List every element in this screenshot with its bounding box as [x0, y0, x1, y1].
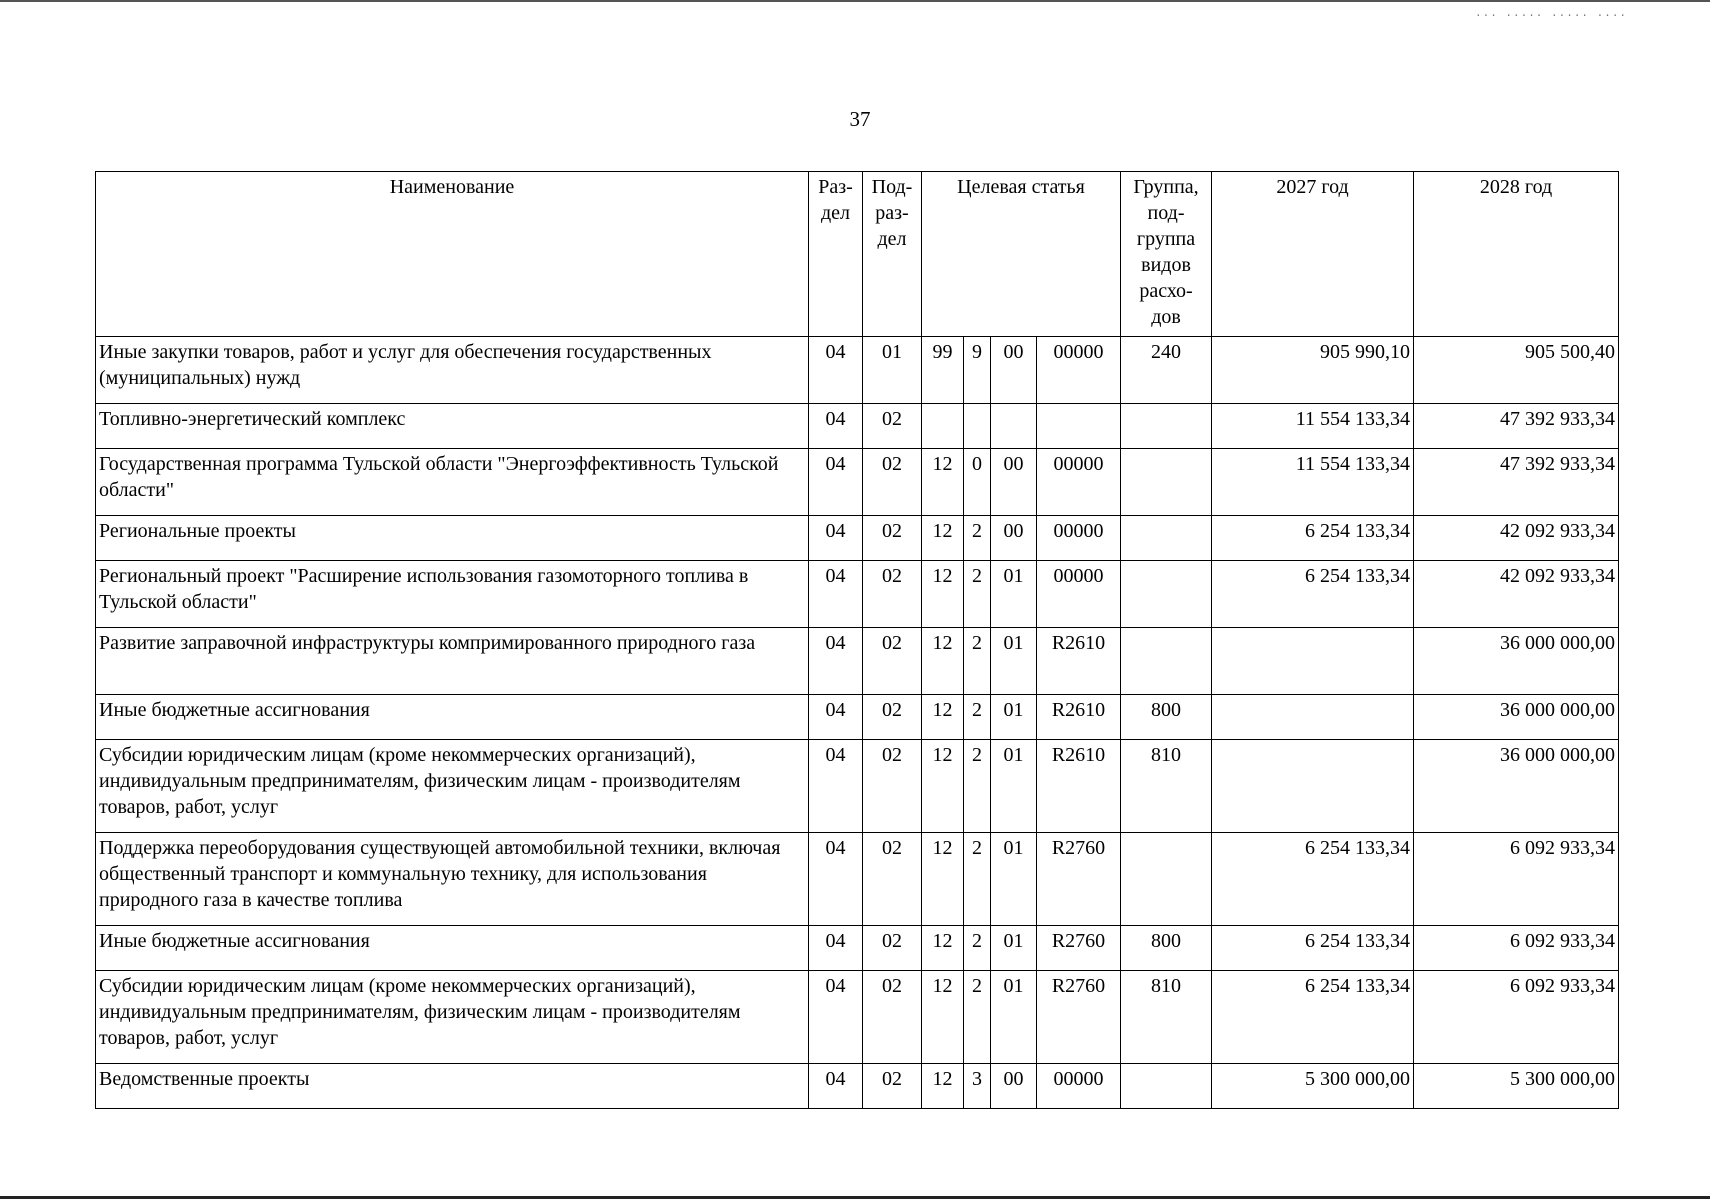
target-subprogram-cell: 2 — [964, 516, 991, 561]
section-cell: 04 — [809, 926, 863, 971]
section-cell: 04 — [809, 404, 863, 449]
table-row — [96, 971, 1619, 1064]
expense-group-cell — [1121, 561, 1212, 628]
section-cell: 04 — [809, 628, 863, 695]
amount-2028-cell: 47 392 933,34 — [1414, 404, 1619, 449]
amount-2028-cell: 36 000 000,00 — [1414, 740, 1619, 833]
target-program-cell: 12 — [922, 926, 964, 971]
target-subprogram-cell — [964, 404, 991, 449]
target-direction-cell: 00000 — [1037, 1064, 1121, 1109]
amount-2027-cell: 11 554 133,34 — [1212, 404, 1414, 449]
target-program-cell — [922, 404, 964, 449]
target-main-event-cell: 01 — [991, 833, 1037, 926]
section-cell: 04 — [809, 449, 863, 516]
subsection-cell: 02 — [863, 561, 922, 628]
table-row — [96, 833, 1619, 926]
row-name-cell: Топливно-энергетический комплекс — [96, 404, 809, 449]
target-subprogram-cell: 2 — [964, 926, 991, 971]
amount-2028-cell: 6 092 933,34 — [1414, 926, 1619, 971]
row-name-cell: Иные бюджетные ассигнования — [96, 926, 809, 971]
subsection-cell: 02 — [863, 1064, 922, 1109]
amount-2027-cell — [1212, 628, 1414, 695]
expense-group-cell — [1121, 404, 1212, 449]
target-direction-cell: 00000 — [1037, 561, 1121, 628]
target-subprogram-cell: 2 — [964, 971, 991, 1064]
target-program-cell: 12 — [922, 516, 964, 561]
expense-group-cell: 800 — [1121, 695, 1212, 740]
target-direction-cell: 00000 — [1037, 337, 1121, 404]
amount-2027-cell: 11 554 133,34 — [1212, 449, 1414, 516]
expense-group-cell: 810 — [1121, 971, 1212, 1064]
row-name-cell: Субсидии юридическим лицам (кроме некоммерческих организаций), индивидуальным предпринимателям, физическим лицам - производителям товаров, работ, услуг — [96, 740, 809, 833]
subsection-cell: 01 — [863, 337, 922, 404]
section-cell: 04 — [809, 561, 863, 628]
expense-group-cell — [1121, 628, 1212, 695]
page-number: 37 — [849, 107, 871, 131]
target-subprogram-cell: 2 — [964, 833, 991, 926]
target-main-event-cell: 00 — [991, 516, 1037, 561]
target-main-event-cell: 00 — [991, 1064, 1037, 1109]
section-cell: 04 — [809, 1064, 863, 1109]
header-section — [809, 172, 863, 337]
header-year-2027: 2027 год — [1212, 172, 1414, 337]
amount-2027-cell: 6 254 133,34 — [1212, 971, 1414, 1064]
header-year-2028: 2028 год — [1414, 172, 1619, 337]
expense-group-cell: 810 — [1121, 740, 1212, 833]
target-program-cell: 12 — [922, 449, 964, 516]
table-row — [96, 926, 1619, 971]
target-program-cell: 12 — [922, 833, 964, 926]
section-cell: 04 — [809, 516, 863, 561]
amount-2027-cell: 5 300 000,00 — [1212, 1064, 1414, 1109]
amount-2028-cell: 42 092 933,34 — [1414, 561, 1619, 628]
amount-2028-cell: 42 092 933,34 — [1414, 516, 1619, 561]
subsection-cell: 02 — [863, 628, 922, 695]
target-direction-cell: 00000 — [1037, 516, 1121, 561]
amount-2028-cell: 36 000 000,00 — [1414, 628, 1619, 695]
corner-marks: ... ..... ..... .... — [1475, 8, 1628, 20]
target-main-event-cell: 00 — [991, 337, 1037, 404]
target-direction-cell: R2610 — [1037, 628, 1121, 695]
row-name-cell: Государственная программа Тульской области "Энергоэффективность Тульской области" — [96, 449, 809, 516]
header-name: Наименование — [96, 172, 809, 337]
row-name-cell: Субсидии юридическим лицам (кроме некоммерческих организаций), индивидуальным предпринимателям, физическим лицам - производителям товаров, работ, услуг — [96, 971, 809, 1064]
budget-table — [95, 171, 1619, 1109]
target-subprogram-cell: 2 — [964, 628, 991, 695]
row-name-cell: Иные закупки товаров, работ и услуг для обеспечения государственных (муниципальных) нужд — [96, 337, 809, 404]
target-program-cell: 12 — [922, 628, 964, 695]
target-direction-cell: R2760 — [1037, 926, 1121, 971]
table-row — [96, 740, 1619, 833]
target-direction-cell: R2760 — [1037, 971, 1121, 1064]
amount-2028-cell: 47 392 933,34 — [1414, 449, 1619, 516]
expense-group-cell — [1121, 1064, 1212, 1109]
row-name-cell: Поддержка переоборудования существующей автомобильной техники, включая общественный транспорт и коммунальную технику, для использования природного газа в качестве топлива — [96, 833, 809, 926]
scan-edge-top — [0, 0, 1710, 2]
amount-2027-cell: 6 254 133,34 — [1212, 833, 1414, 926]
target-program-cell: 12 — [922, 740, 964, 833]
row-name-cell: Ведомственные проекты — [96, 1064, 809, 1109]
amount-2027-cell — [1212, 740, 1414, 833]
header-section-text: Раз- дел — [818, 176, 853, 224]
amount-2028-cell: 905 500,40 — [1414, 337, 1619, 404]
target-main-event-cell: 01 — [991, 628, 1037, 695]
table-row — [96, 449, 1619, 516]
target-subprogram-cell: 2 — [964, 695, 991, 740]
target-direction-cell: R2610 — [1037, 740, 1121, 833]
subsection-cell: 02 — [863, 971, 922, 1064]
row-name-cell: Иные бюджетные ассигнования — [96, 695, 809, 740]
header-expense-group — [1121, 172, 1212, 337]
row-name-cell: Развитие заправочной инфраструктуры компримированного природного газа — [96, 628, 809, 695]
amount-2027-cell: 6 254 133,34 — [1212, 516, 1414, 561]
table-row — [96, 1064, 1619, 1109]
amount-2028-cell: 5 300 000,00 — [1414, 1064, 1619, 1109]
subsection-cell: 02 — [863, 404, 922, 449]
target-main-event-cell: 00 — [991, 449, 1037, 516]
target-direction-cell: 00000 — [1037, 449, 1121, 516]
section-cell: 04 — [809, 740, 863, 833]
table-row — [96, 337, 1619, 404]
expense-group-cell: 800 — [1121, 926, 1212, 971]
target-direction-cell — [1037, 404, 1121, 449]
target-subprogram-cell: 0 — [964, 449, 991, 516]
target-program-cell: 12 — [922, 971, 964, 1064]
amount-2027-cell: 6 254 133,34 — [1212, 926, 1414, 971]
expense-group-cell: 240 — [1121, 337, 1212, 404]
section-cell: 04 — [809, 971, 863, 1064]
table-row — [96, 516, 1619, 561]
amount-2028-cell: 6 092 933,34 — [1414, 833, 1619, 926]
target-main-event-cell: 01 — [991, 740, 1037, 833]
target-program-cell: 12 — [922, 561, 964, 628]
amount-2027-cell: 6 254 133,34 — [1212, 561, 1414, 628]
subsection-cell: 02 — [863, 449, 922, 516]
target-subprogram-cell: 3 — [964, 1064, 991, 1109]
table-row — [96, 404, 1619, 449]
expense-group-cell — [1121, 449, 1212, 516]
target-program-cell: 12 — [922, 1064, 964, 1109]
target-main-event-cell: 01 — [991, 971, 1037, 1064]
section-cell: 04 — [809, 695, 863, 740]
target-main-event-cell: 01 — [991, 695, 1037, 740]
target-main-event-cell — [991, 404, 1037, 449]
section-cell: 04 — [809, 337, 863, 404]
subsection-cell: 02 — [863, 926, 922, 971]
target-subprogram-cell: 2 — [964, 740, 991, 833]
row-name-cell: Региональный проект "Расширение использования газомоторного топлива в Тульской области" — [96, 561, 809, 628]
target-program-cell: 12 — [922, 695, 964, 740]
amount-2028-cell: 36 000 000,00 — [1414, 695, 1619, 740]
row-name-cell: Региональные проекты — [96, 516, 809, 561]
table-row — [96, 695, 1619, 740]
target-program-cell: 99 — [922, 337, 964, 404]
expense-group-cell — [1121, 516, 1212, 561]
subsection-cell: 02 — [863, 695, 922, 740]
target-direction-cell: R2760 — [1037, 833, 1121, 926]
subsection-cell: 02 — [863, 516, 922, 561]
header-target-item: Целевая статья — [922, 172, 1121, 337]
target-subprogram-cell: 9 — [964, 337, 991, 404]
target-subprogram-cell: 2 — [964, 561, 991, 628]
table-row — [96, 561, 1619, 628]
table-row — [96, 628, 1619, 695]
header-expense-group-text: Группа, под- группа видов расхо- дов — [1133, 176, 1199, 328]
target-direction-cell: R2610 — [1037, 695, 1121, 740]
target-main-event-cell: 01 — [991, 926, 1037, 971]
target-main-event-cell: 01 — [991, 561, 1037, 628]
section-cell: 04 — [809, 833, 863, 926]
amount-2027-cell: 905 990,10 — [1212, 337, 1414, 404]
table-header-row — [96, 172, 1619, 337]
subsection-cell: 02 — [863, 833, 922, 926]
header-subsection — [863, 172, 922, 337]
expense-group-cell — [1121, 833, 1212, 926]
amount-2027-cell — [1212, 695, 1414, 740]
scan-edge-bottom — [0, 1196, 1710, 1199]
subsection-cell: 02 — [863, 740, 922, 833]
header-subsection-text: Под- раз- дел — [871, 176, 913, 250]
amount-2028-cell: 6 092 933,34 — [1414, 971, 1619, 1064]
